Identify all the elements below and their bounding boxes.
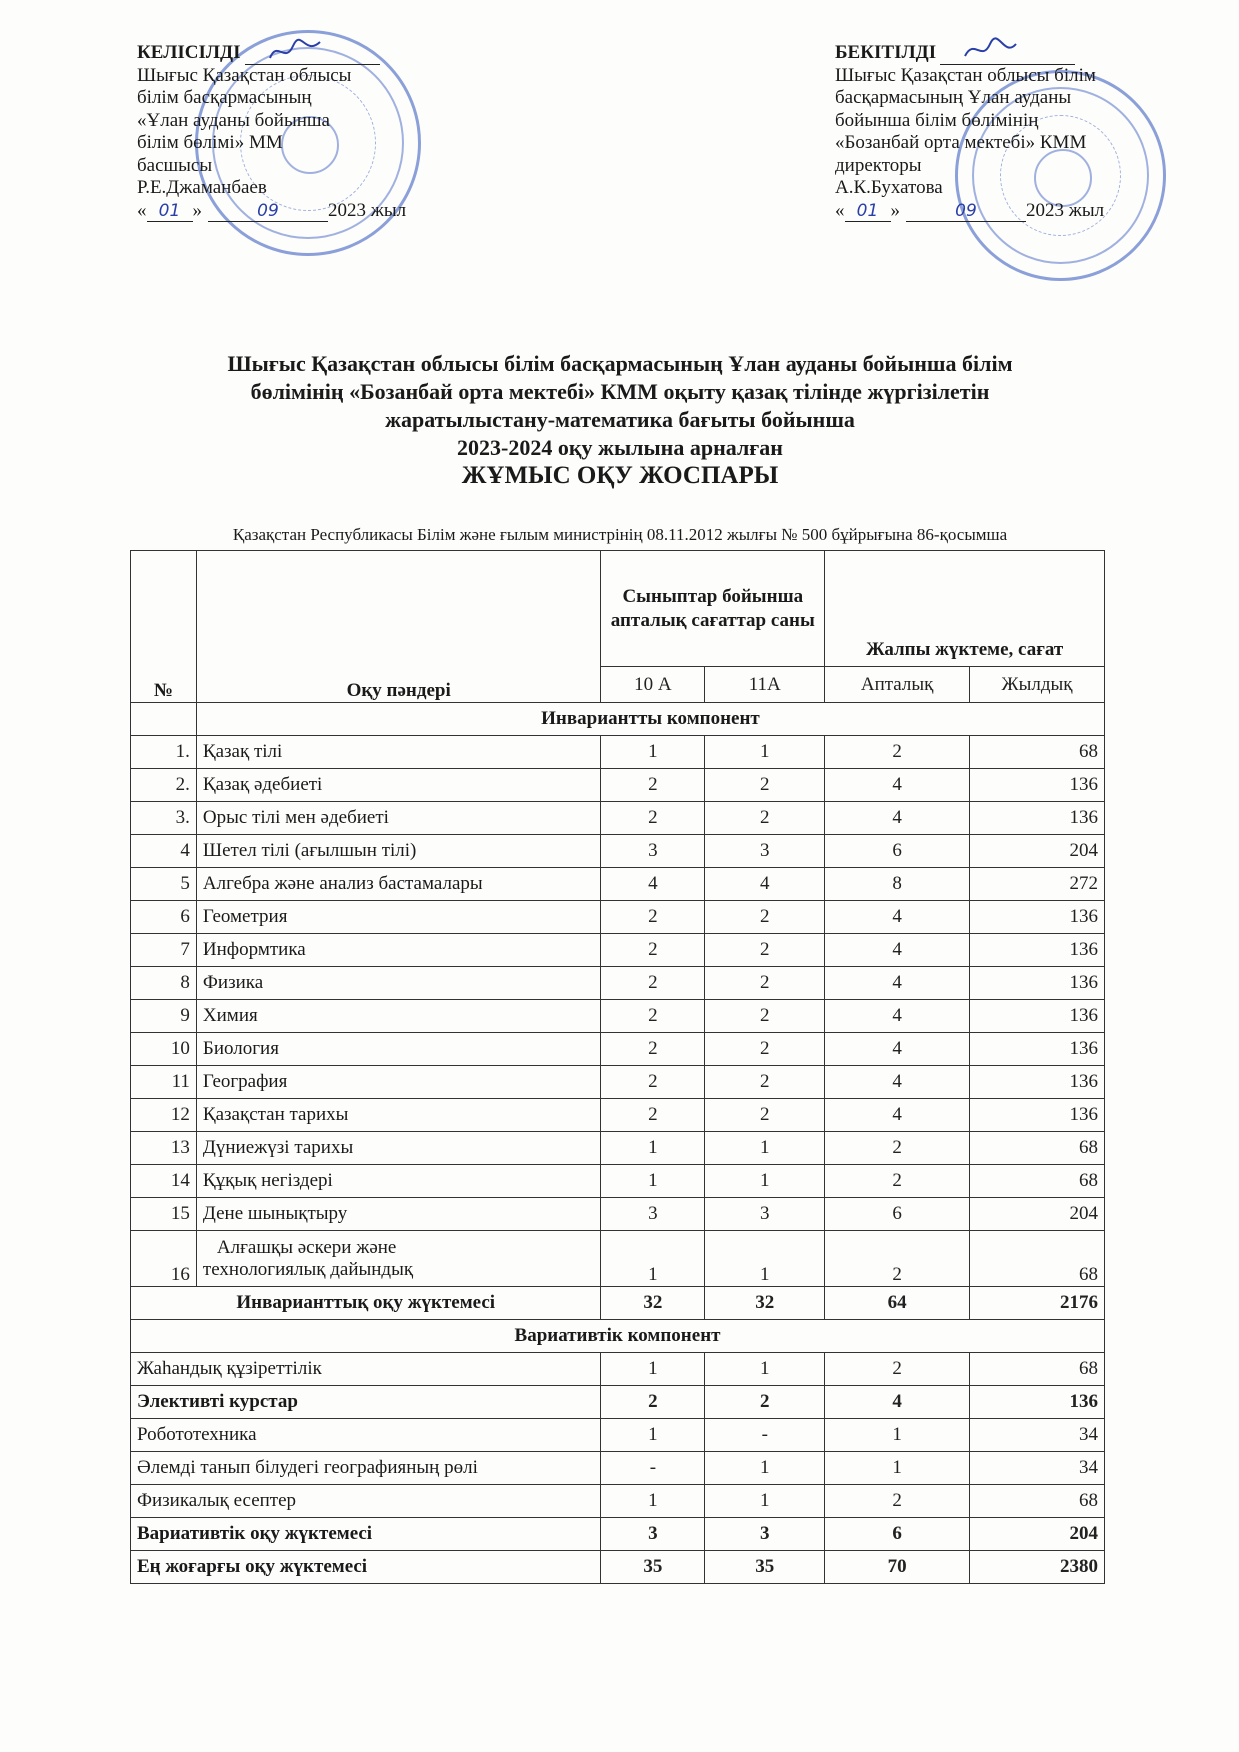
row-11a: 2: [705, 1386, 825, 1419]
row-11a: 2: [705, 967, 825, 1000]
row-weekly: 1: [825, 1452, 970, 1485]
row-11a: 3: [705, 1518, 825, 1551]
header-subjects: Оқу пәндері: [196, 551, 600, 703]
row-subject: Қазақ әдебиеті: [196, 769, 600, 802]
table-row: [131, 901, 1105, 934]
row-11a: 4: [705, 868, 825, 901]
row-yearly: 136: [970, 967, 1105, 1000]
table-row: [131, 967, 1105, 1000]
row-11a: 2: [705, 1099, 825, 1132]
row-yearly: 204: [970, 1518, 1105, 1551]
row-subject: Биология: [196, 1033, 600, 1066]
row-number: 10: [131, 1033, 197, 1066]
legal-note: Қазақстан Республикасы Білім және ғылым министрінің 08.11.2012 жылғы № 500 бұйрығына 86-қосымша: [232, 525, 1008, 544]
section-row-invariant: [131, 703, 1105, 736]
row-yearly: 136: [970, 934, 1105, 967]
row-10a: -: [601, 1452, 705, 1485]
row-number: 13: [131, 1132, 197, 1165]
row-11a: 3: [705, 1198, 825, 1231]
row-11a: 1: [705, 1132, 825, 1165]
agreed-heading-row: [137, 42, 406, 65]
row-weekly: 4: [825, 1000, 970, 1033]
row-number: 5: [131, 868, 197, 901]
agreed-signature-line: [245, 46, 380, 65]
row-subject: Геометрия: [196, 901, 600, 934]
row-weekly: 4: [825, 1386, 970, 1419]
table-row: [131, 1198, 1105, 1231]
row-yearly: 136: [970, 1386, 1105, 1419]
date-quote-close: »: [890, 199, 900, 221]
row-10a: 1: [601, 1353, 705, 1386]
row-number: 14: [131, 1165, 197, 1198]
table-row: [131, 1518, 1105, 1551]
row-number: 3.: [131, 802, 197, 835]
row-10a: 1: [601, 1132, 705, 1165]
invariant-total-10a: 32: [601, 1287, 705, 1320]
title-line-2: бөлімінің «Бозанбай орта мектебі» КММ оқыту қазақ тілінде жүргізілетін: [250, 379, 990, 404]
invariant-total-row: [131, 1287, 1105, 1320]
row-11a: 1: [705, 1452, 825, 1485]
table-row: [131, 835, 1105, 868]
row-subject: Химия: [196, 1000, 600, 1033]
row-11a: 1: [705, 1353, 825, 1386]
row-11a: 2: [705, 1033, 825, 1066]
row-weekly: 8: [825, 868, 970, 901]
row-11a: 3: [705, 835, 825, 868]
table-row: [131, 1000, 1105, 1033]
table-row: [131, 1353, 1105, 1386]
approved-heading: БЕКІТІЛДІ: [835, 42, 937, 63]
row-weekly: 4: [825, 1099, 970, 1132]
table-row: [131, 802, 1105, 835]
row-number: 16: [131, 1231, 197, 1287]
row-number: 7: [131, 934, 197, 967]
row-10a: 3: [601, 1518, 705, 1551]
title-line-4: 2023-2024 оқу жылына арналған: [457, 435, 783, 460]
date-month: 09: [906, 201, 1026, 222]
approved-date: [835, 200, 1104, 223]
agreed-line-6: Р.Е.Джаманбаев: [137, 177, 267, 198]
row-10a: 2: [601, 802, 705, 835]
variative-rows: [131, 1353, 1105, 1584]
row-10a: 2: [601, 769, 705, 802]
row-subject: Жаһандық құзіреттілік: [131, 1353, 601, 1386]
row-subject: Элективті курстар: [131, 1386, 601, 1419]
signature-icon: [960, 36, 1020, 66]
approved-heading-row: [835, 42, 1104, 65]
table-row: [131, 1165, 1105, 1198]
row-yearly: 34: [970, 1452, 1105, 1485]
row-subject-line-1: Алғашқы әскери және: [216, 1236, 397, 1258]
row-number: 15: [131, 1198, 197, 1231]
row-subject: Физика: [196, 967, 600, 1000]
approved-line-1: Шығыс Қазақстан облысы білім: [835, 64, 1096, 86]
table-row: [131, 1419, 1105, 1452]
header-class-10a: 10 А: [601, 667, 705, 703]
row-weekly: 4: [825, 802, 970, 835]
row-11a: 1: [705, 1485, 825, 1518]
row-10a: 1: [601, 1419, 705, 1452]
row-subject: Физикалық есептер: [131, 1485, 601, 1518]
title-line-5: ЖҰМЫС ОҚУ ЖОСПАРЫ: [461, 462, 779, 489]
row-yearly: 68: [970, 1353, 1105, 1386]
header-number: №: [131, 551, 197, 703]
row-10a: 1: [601, 1231, 705, 1287]
signature-icon: [265, 36, 325, 66]
date-day: 01: [845, 201, 891, 222]
table-row: [131, 868, 1105, 901]
row-subject: Құқық негіздері: [196, 1165, 600, 1198]
row-yearly: 136: [970, 1000, 1105, 1033]
header-class-11a: 11А: [705, 667, 825, 703]
document-title: [90, 350, 1150, 490]
approved-signature-line: [940, 46, 1075, 65]
table-row: [131, 934, 1105, 967]
approved-block: [835, 42, 1104, 222]
row-10a: 3: [601, 1198, 705, 1231]
section-spacer: [131, 703, 197, 736]
row-10a: 2: [601, 1066, 705, 1099]
row-number: 12: [131, 1099, 197, 1132]
agreed-line-2: білім басқармасының: [137, 87, 312, 108]
agreed-line-1: Шығыс Қазақстан облысы: [137, 64, 352, 86]
agreed-line-3: «Ұлан ауданы бойынша: [137, 109, 330, 131]
row-weekly: 2: [825, 1231, 970, 1287]
table-row: [131, 1485, 1105, 1518]
row-11a: 2: [705, 802, 825, 835]
title-line-3: жаратылыстану-математика бағыты бойынша: [385, 407, 855, 432]
row-10a: 1: [601, 1485, 705, 1518]
approved-line-3: бойынша білім бөлімінің: [835, 109, 1039, 131]
row-yearly: 136: [970, 1033, 1105, 1066]
row-10a: 1: [601, 736, 705, 769]
row-subject: Дүниежүзі тарихы: [196, 1132, 600, 1165]
row-weekly: 4: [825, 1033, 970, 1066]
header-weekly: Апталық: [825, 667, 970, 703]
table-header-row: [131, 551, 1105, 667]
title-line-1: Шығыс Қазақстан облысы білім басқармасының Ұлан ауданы бойынша білім: [227, 351, 1013, 376]
date-quote-open: «: [835, 199, 845, 221]
row-subject: Вариативтік оқу жүктемесі: [131, 1518, 601, 1551]
row-10a: 2: [601, 1386, 705, 1419]
curriculum-table: [130, 550, 1105, 1584]
table-row: [131, 1099, 1105, 1132]
row-number: 9: [131, 1000, 197, 1033]
row-number: 11: [131, 1066, 197, 1099]
approved-line-2: басқармасының Ұлан ауданы: [835, 87, 1072, 108]
date-day: 01: [147, 201, 193, 222]
table-row: [131, 1386, 1105, 1419]
row-subject: Әлемді танып білудегі географияның рөлі: [131, 1452, 601, 1485]
section-row-variative: [131, 1320, 1105, 1353]
row-number: 4: [131, 835, 197, 868]
row-weekly: 2: [825, 1353, 970, 1386]
row-yearly: 136: [970, 901, 1105, 934]
invariant-total-11a: 32: [705, 1287, 825, 1320]
row-10a: 2: [601, 901, 705, 934]
invariant-total-yearly: 2176: [970, 1287, 1105, 1320]
row-weekly: 4: [825, 769, 970, 802]
row-10a: 2: [601, 967, 705, 1000]
row-11a: 2: [705, 769, 825, 802]
row-subject: Шетел тілі (ағылшын тілі): [196, 835, 600, 868]
row-11a: 35: [705, 1551, 825, 1584]
section-variative-label: Вариативтік компонент: [131, 1320, 1105, 1353]
agreed-date: [137, 200, 406, 223]
row-11a: 1: [705, 1165, 825, 1198]
row-yearly: 68: [970, 1165, 1105, 1198]
row-weekly: 6: [825, 1198, 970, 1231]
table-row: [131, 1452, 1105, 1485]
row-subject: Қазақ тілі: [196, 736, 600, 769]
row-yearly: 68: [970, 1231, 1105, 1287]
row-weekly: 2: [825, 1165, 970, 1198]
row-yearly: 34: [970, 1419, 1105, 1452]
row-yearly: 204: [970, 835, 1105, 868]
row-weekly: 70: [825, 1551, 970, 1584]
row-10a: 2: [601, 1099, 705, 1132]
row-weekly: 2: [825, 1485, 970, 1518]
invariant-rows: [131, 736, 1105, 1231]
approved-line-5: директоры: [835, 154, 922, 176]
row-yearly: 136: [970, 1099, 1105, 1132]
row-weekly: 4: [825, 901, 970, 934]
row-weekly: 2: [825, 736, 970, 769]
row-number: 2.: [131, 769, 197, 802]
approved-line-6: А.К.Бухатова: [835, 177, 943, 198]
row-11a: 2: [705, 1000, 825, 1033]
row-subject: Ең жоғарғы оқу жүктемесі: [131, 1551, 601, 1584]
row-yearly: 272: [970, 868, 1105, 901]
agreed-line-5: басшысы: [137, 154, 213, 176]
row-10a: 4: [601, 868, 705, 901]
table-row: [131, 1132, 1105, 1165]
row-subject-line-2: технологиялық дайындық: [202, 1258, 414, 1280]
row-number: 8: [131, 967, 197, 1000]
row-11a: 2: [705, 934, 825, 967]
row-10a: 35: [601, 1551, 705, 1584]
row-yearly: 136: [970, 1066, 1105, 1099]
row-10a: 3: [601, 835, 705, 868]
agreed-heading: КЕЛІСІЛДІ: [137, 42, 241, 63]
date-year: 2023 жыл: [1026, 199, 1105, 221]
row-subject: [196, 1231, 600, 1287]
row-weekly: 4: [825, 934, 970, 967]
row-weekly: 2: [825, 1132, 970, 1165]
row-10a: 1: [601, 1165, 705, 1198]
row-weekly: 1: [825, 1419, 970, 1452]
row-10a: 2: [601, 1033, 705, 1066]
row-yearly: 2380: [970, 1551, 1105, 1584]
row-yearly: 136: [970, 769, 1105, 802]
row-yearly: 204: [970, 1198, 1105, 1231]
row-11a: -: [705, 1419, 825, 1452]
row-10a: 2: [601, 1000, 705, 1033]
row-subject: Робототехника: [131, 1419, 601, 1452]
row-11a: 2: [705, 1066, 825, 1099]
row-11a: 1: [705, 736, 825, 769]
row-10a: 2: [601, 934, 705, 967]
row-weekly: 4: [825, 967, 970, 1000]
row-yearly: 68: [970, 1485, 1105, 1518]
row-subject: География: [196, 1066, 600, 1099]
row-weekly: 6: [825, 1518, 970, 1551]
date-quote-close: »: [192, 199, 202, 221]
table-row: [131, 769, 1105, 802]
date-quote-open: «: [137, 199, 147, 221]
agreed-line-4: білім бөлімі» ММ: [137, 132, 283, 153]
date-year: 2023 жыл: [328, 199, 407, 221]
row-yearly: 68: [970, 1132, 1105, 1165]
row-number: 1.: [131, 736, 197, 769]
table-row: [131, 1551, 1105, 1584]
row-subject: Қазақстан тарихы: [196, 1099, 600, 1132]
row-yearly: 68: [970, 736, 1105, 769]
header-total-load: Жалпы жүктеме, сағат: [825, 551, 1105, 667]
row-11a: 1: [705, 1231, 825, 1287]
header-weekly-by-class: Сыныптар бойынша апталық сағаттар саны: [601, 551, 825, 667]
table-row: [131, 1033, 1105, 1066]
row-yearly: 136: [970, 802, 1105, 835]
row-weekly: 6: [825, 835, 970, 868]
header-yearly: Жылдық: [970, 667, 1105, 703]
row-11a: 2: [705, 901, 825, 934]
row-number: 6: [131, 901, 197, 934]
row-subject: Информтика: [196, 934, 600, 967]
section-invariant-label: Инвариантты компонент: [196, 703, 1104, 736]
table-row: [131, 736, 1105, 769]
invariant-total-weekly: 64: [825, 1287, 970, 1320]
row-subject: Дене шынықтыру: [196, 1198, 600, 1231]
row-subject: Орыс тілі мен әдебиеті: [196, 802, 600, 835]
invariant-total-label: Инварианттық оқу жүктемесі: [131, 1287, 601, 1320]
table-row-16: [131, 1231, 1105, 1287]
table-row: [131, 1066, 1105, 1099]
approved-line-4: «Бозанбай орта мектебі» КММ: [835, 132, 1087, 153]
date-month: 09: [208, 201, 328, 222]
agreed-block: [137, 42, 406, 222]
row-subject: Алгебра және анализ бастамалары: [196, 868, 600, 901]
row-weekly: 4: [825, 1066, 970, 1099]
